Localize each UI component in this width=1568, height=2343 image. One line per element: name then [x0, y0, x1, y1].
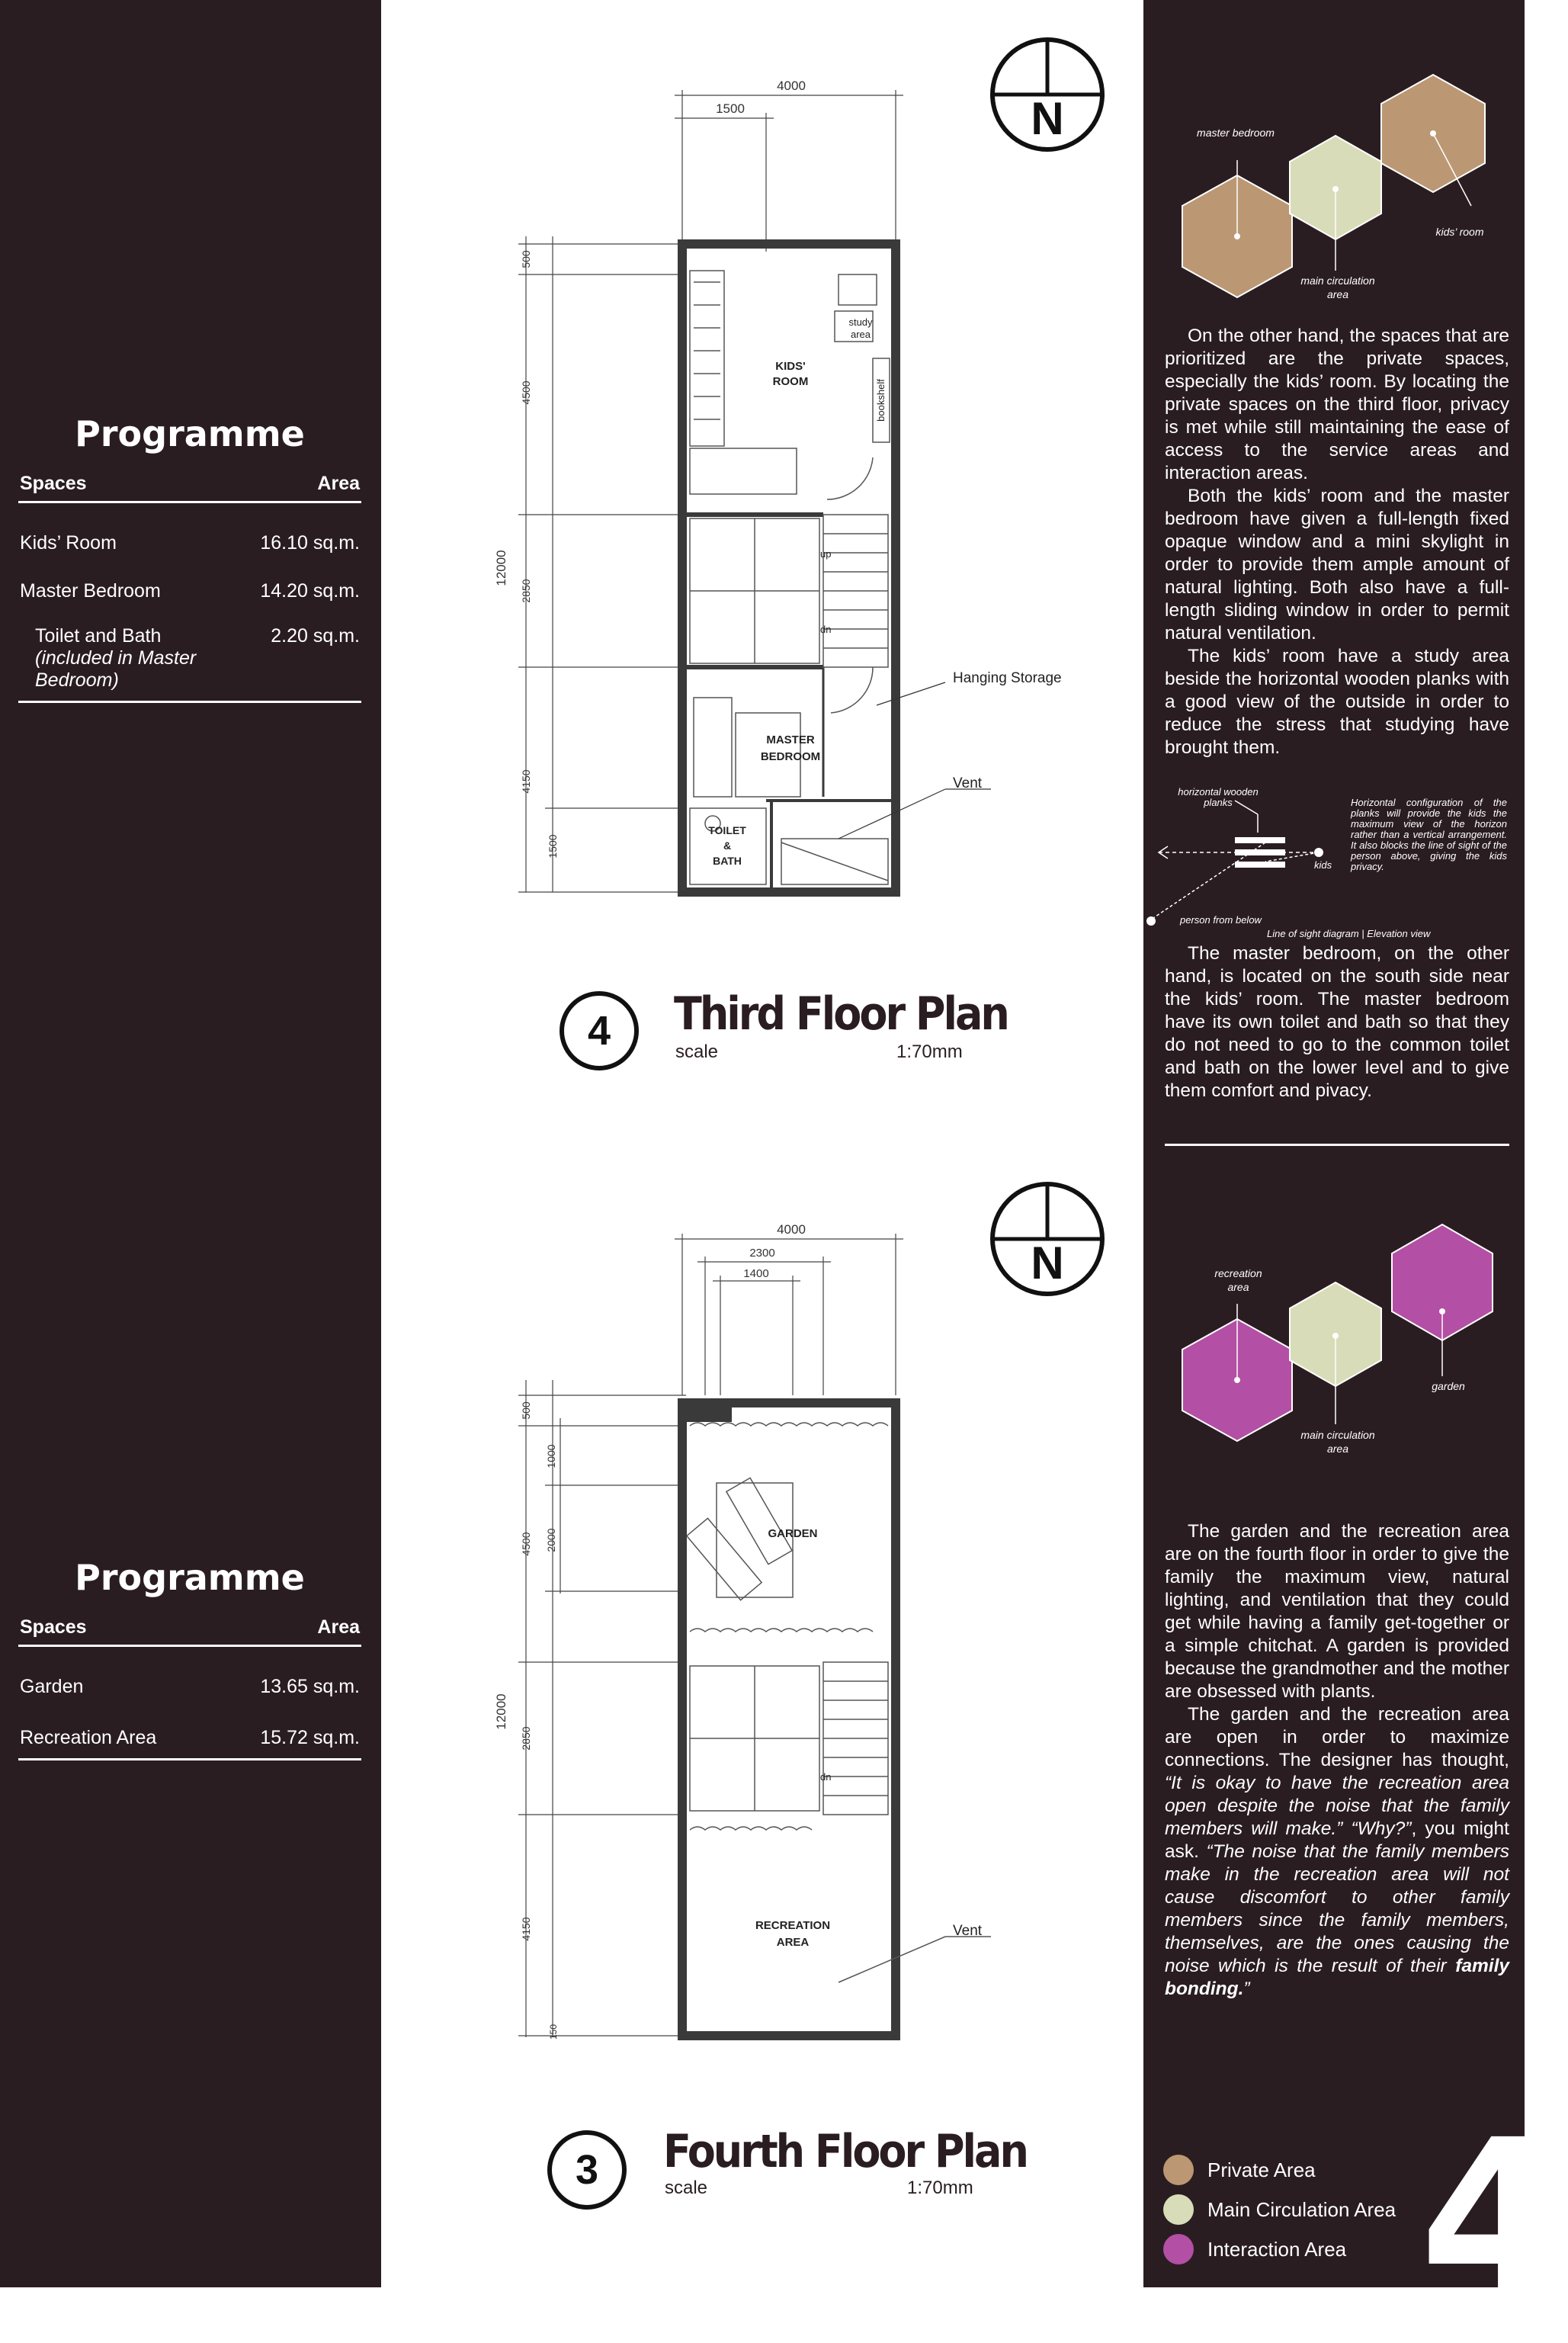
- fourth-floor-plan: [381, 1144, 1143, 2287]
- callout-label: Vent: [953, 1923, 983, 1939]
- programme-title: Programme: [75, 413, 305, 454]
- hex-label: kids’ room: [1435, 226, 1484, 238]
- room-label: bookshelf: [875, 379, 887, 422]
- dim-label: 1000: [545, 1444, 557, 1468]
- north-arrow-icon: [992, 1184, 1102, 1294]
- legend-item-interaction: [1163, 2234, 1346, 2264]
- dim-label: 4150: [520, 1917, 532, 1941]
- plan-number-badge: 4: [560, 991, 639, 1070]
- room-label: TOILET: [708, 824, 746, 836]
- page-number: 4: [1419, 2094, 1568, 2343]
- space-name-wrap: [20, 625, 238, 692]
- dim-label: 4000: [777, 1222, 806, 1237]
- scale-value: 1:70mm: [896, 1042, 963, 1062]
- interaction-hex-icon: [1392, 1224, 1493, 1376]
- emphasis: family bonding.: [1165, 1956, 1509, 1999]
- third-floor-plan: [381, 0, 1143, 1144]
- description-third-floor: [1165, 325, 1509, 759]
- diagram-label-line: planks: [1204, 797, 1233, 808]
- legend-item-private: [1163, 2155, 1316, 2185]
- diagram-caption: Line of sight diagram | Elevation view: [1267, 928, 1431, 939]
- private-hex-icon: [1182, 160, 1292, 297]
- col-spaces: Spaces: [20, 1616, 87, 1638]
- space-area: 15.72 sq.m.: [260, 1727, 360, 1748]
- dim-label: 2850: [520, 579, 532, 603]
- plan-number-badge: 3: [547, 2130, 627, 2210]
- divider: [18, 701, 361, 703]
- diagram-label: [1165, 787, 1271, 808]
- space-area: 14.20 sq.m.: [260, 580, 360, 602]
- dim-label: 12000: [494, 550, 508, 586]
- dim-label: 1400: [743, 1267, 769, 1280]
- hex-label: main circulation: [1300, 1429, 1375, 1441]
- room-label: BATH: [713, 855, 742, 867]
- programme-table-third-floor: [18, 413, 361, 703]
- hex-label: master bedroom: [1197, 127, 1275, 139]
- circulation-hex-icon: [1290, 1282, 1381, 1424]
- dim-label: 1500: [716, 101, 745, 116]
- dim-label: 4150: [520, 769, 532, 794]
- hex-label: area: [1326, 1443, 1349, 1455]
- stair-label: up: [820, 548, 832, 560]
- paragraph: Both the kids’ room and the master bedroom have given a full-length fixed opaque window and a mini skylight in order to provide them ample amount of natural lighting. Both also have a full-length sliding window in order to permit natural ventilation.: [1165, 486, 1509, 644]
- dim-label: 500: [520, 1401, 532, 1420]
- room-label: BEDROOM: [760, 750, 821, 763]
- legend-swatch: [1163, 2155, 1194, 2185]
- paragraph: The master bedroom, on the other hand, is located on the south side near the kids’ room. The master bedroom have its own toilet and bath so that they do not need to go to the common toilet and bath on the lower level and to give them comfort and pivacy.: [1165, 943, 1509, 1101]
- interaction-hex-icon: [1182, 1304, 1292, 1441]
- dim-label: 2300: [749, 1247, 775, 1260]
- diagram-label: kids: [1314, 859, 1332, 871]
- space-name: Kids’ Room: [20, 532, 117, 554]
- room-label: ROOM: [772, 375, 809, 388]
- legend-label: Interaction Area: [1207, 2237, 1347, 2261]
- scale-label: scale: [675, 1042, 719, 1062]
- diagram-label: person from below: [1180, 914, 1262, 926]
- legend-label: Private Area: [1207, 2158, 1316, 2181]
- hex-label: recreation: [1214, 1267, 1262, 1279]
- quote: “It is okay to have the recreation area open despite the noise that the family members will make.” “Why?”: [1165, 1773, 1509, 1839]
- room-label: MASTER: [766, 733, 815, 746]
- paragraph: [1165, 1703, 1509, 2001]
- dimension-labels: [494, 1222, 806, 2040]
- room-label: study: [848, 316, 873, 328]
- callout-lines: [839, 682, 991, 839]
- paragraph: The garden and the recreation area are on the fourth floor in order to give the family the maximum view, natural lighting, and ventilation that they could get while having a family get-together or a simple chitchat. A garden is provided because the grandmother and the mother are obsessed with plants.: [1165, 1521, 1509, 1702]
- north-arrow-icon: [992, 40, 1102, 149]
- programme-title: Programme: [75, 1557, 305, 1598]
- space-note: (included in Master Bedroom): [35, 647, 197, 691]
- room-label: area: [850, 329, 871, 340]
- programme-header: [18, 467, 361, 503]
- space-area: 16.10 sq.m.: [260, 532, 360, 554]
- paragraph: The kids’ room have a study area beside the horizontal wooden planks with a good view of the outside in order to reduce the stress that studying have brought them.: [1165, 646, 1509, 758]
- plan-title: Fourth Floor Plan: [663, 2124, 1027, 2178]
- programme-row: [18, 580, 361, 602]
- dim-label: 2000: [545, 1528, 557, 1552]
- zoning-diagram-fourth-floor: [1143, 1212, 1525, 1464]
- dim-label: 4500: [520, 1532, 532, 1556]
- hex-label: garden: [1432, 1380, 1465, 1392]
- dim-label: 4500: [520, 380, 532, 405]
- diagram-note: Horizontal configuration of the planks will provide the kids the maximum view of the horizon rather than a vertical arrangement. It also blocks the line of sight of the person above, giving the kids privacy.: [1351, 797, 1507, 872]
- plan-furniture: [687, 1423, 991, 1982]
- callout-label: Vent: [953, 775, 983, 791]
- quote-end: ”: [1243, 1979, 1250, 1999]
- scale-label: scale: [665, 2178, 708, 2198]
- programme-header: [18, 1610, 361, 1647]
- dimension-lines: [518, 1234, 903, 2037]
- legend-swatch: [1163, 2194, 1194, 2225]
- room-label: GARDEN: [768, 1527, 818, 1540]
- col-spaces: Spaces: [20, 473, 87, 494]
- paragraph-text: , you might ask.: [1165, 1818, 1509, 1862]
- paragraph: On the other hand, the spaces that are prioritized are the private spaces, especially the kids’ room. By locating the private spaces on the third floor, privacy is met while still maintaining the ease of access to the service areas and interaction areas.: [1165, 326, 1509, 483]
- dim-label: 500: [520, 250, 532, 268]
- dim-label: 1500: [547, 834, 559, 859]
- dim-label: 12000: [494, 1693, 508, 1730]
- space-name: Master Bedroom: [20, 580, 161, 602]
- description-fourth-floor: [1165, 1520, 1509, 2001]
- col-area: Area: [317, 1616, 360, 1638]
- north-label: N: [1031, 1237, 1064, 1289]
- space-name: Toilet and Bath: [35, 625, 162, 647]
- plan-title: Third Floor Plan: [674, 987, 1008, 1041]
- dim-label: 2850: [520, 1726, 532, 1751]
- space-area: 2.20 sq.m.: [271, 625, 360, 647]
- programme-row: [18, 1727, 361, 1749]
- space-name: Garden: [20, 1676, 84, 1697]
- stair-label: dn: [820, 624, 832, 635]
- legend-item-circulation: [1163, 2194, 1396, 2225]
- divider: [18, 1758, 361, 1760]
- room-label: AREA: [776, 1936, 810, 1949]
- circulation-hex-icon: [1290, 136, 1381, 271]
- hex-label: area: [1326, 288, 1349, 300]
- hex-label: main circulation: [1300, 274, 1375, 287]
- space-name: Recreation Area: [20, 1727, 157, 1748]
- stair-label: dn: [820, 1771, 832, 1783]
- dim-label: 4000: [777, 79, 806, 93]
- callout-label: Hanging Storage: [953, 670, 1062, 686]
- dimension-labels: [494, 79, 806, 859]
- section-divider: [1165, 1144, 1509, 1146]
- dim-label: 150: [548, 2024, 559, 2040]
- private-hex-icon: [1381, 75, 1485, 206]
- scale-value: 1:70mm: [907, 2178, 973, 2198]
- hex-label: area: [1227, 1281, 1249, 1293]
- programme-table-fourth-floor: [18, 1557, 361, 1760]
- room-label: RECREATION: [755, 1919, 831, 1932]
- programme-row: [18, 532, 361, 554]
- col-area: Area: [317, 473, 360, 494]
- diagram-label-line: horizontal wooden: [1178, 786, 1259, 798]
- room-labels: [708, 316, 1061, 867]
- quote: “The noise that the family members make in the recreation area will not cause discomfort to other family members since the family members, themselves, are the ones causing the noise which is the result of their: [1165, 1841, 1509, 1976]
- programme-row: [18, 1676, 361, 1698]
- north-label: N: [1031, 93, 1064, 144]
- room-label: KIDS': [775, 360, 806, 373]
- legend-label: Main Circulation Area: [1207, 2197, 1396, 2221]
- legend-swatch: [1163, 2234, 1194, 2264]
- dimension-lines: [518, 90, 903, 892]
- paragraph-text: The garden and the recreation area are open in order to maximize connections. The designer has thought,: [1165, 1704, 1509, 1770]
- programme-row: [18, 625, 361, 692]
- room-label: &: [723, 839, 732, 852]
- left-panel: [0, 0, 381, 2287]
- description-master-bedroom: [1165, 942, 1509, 1102]
- space-area: 13.65 sq.m.: [260, 1676, 360, 1697]
